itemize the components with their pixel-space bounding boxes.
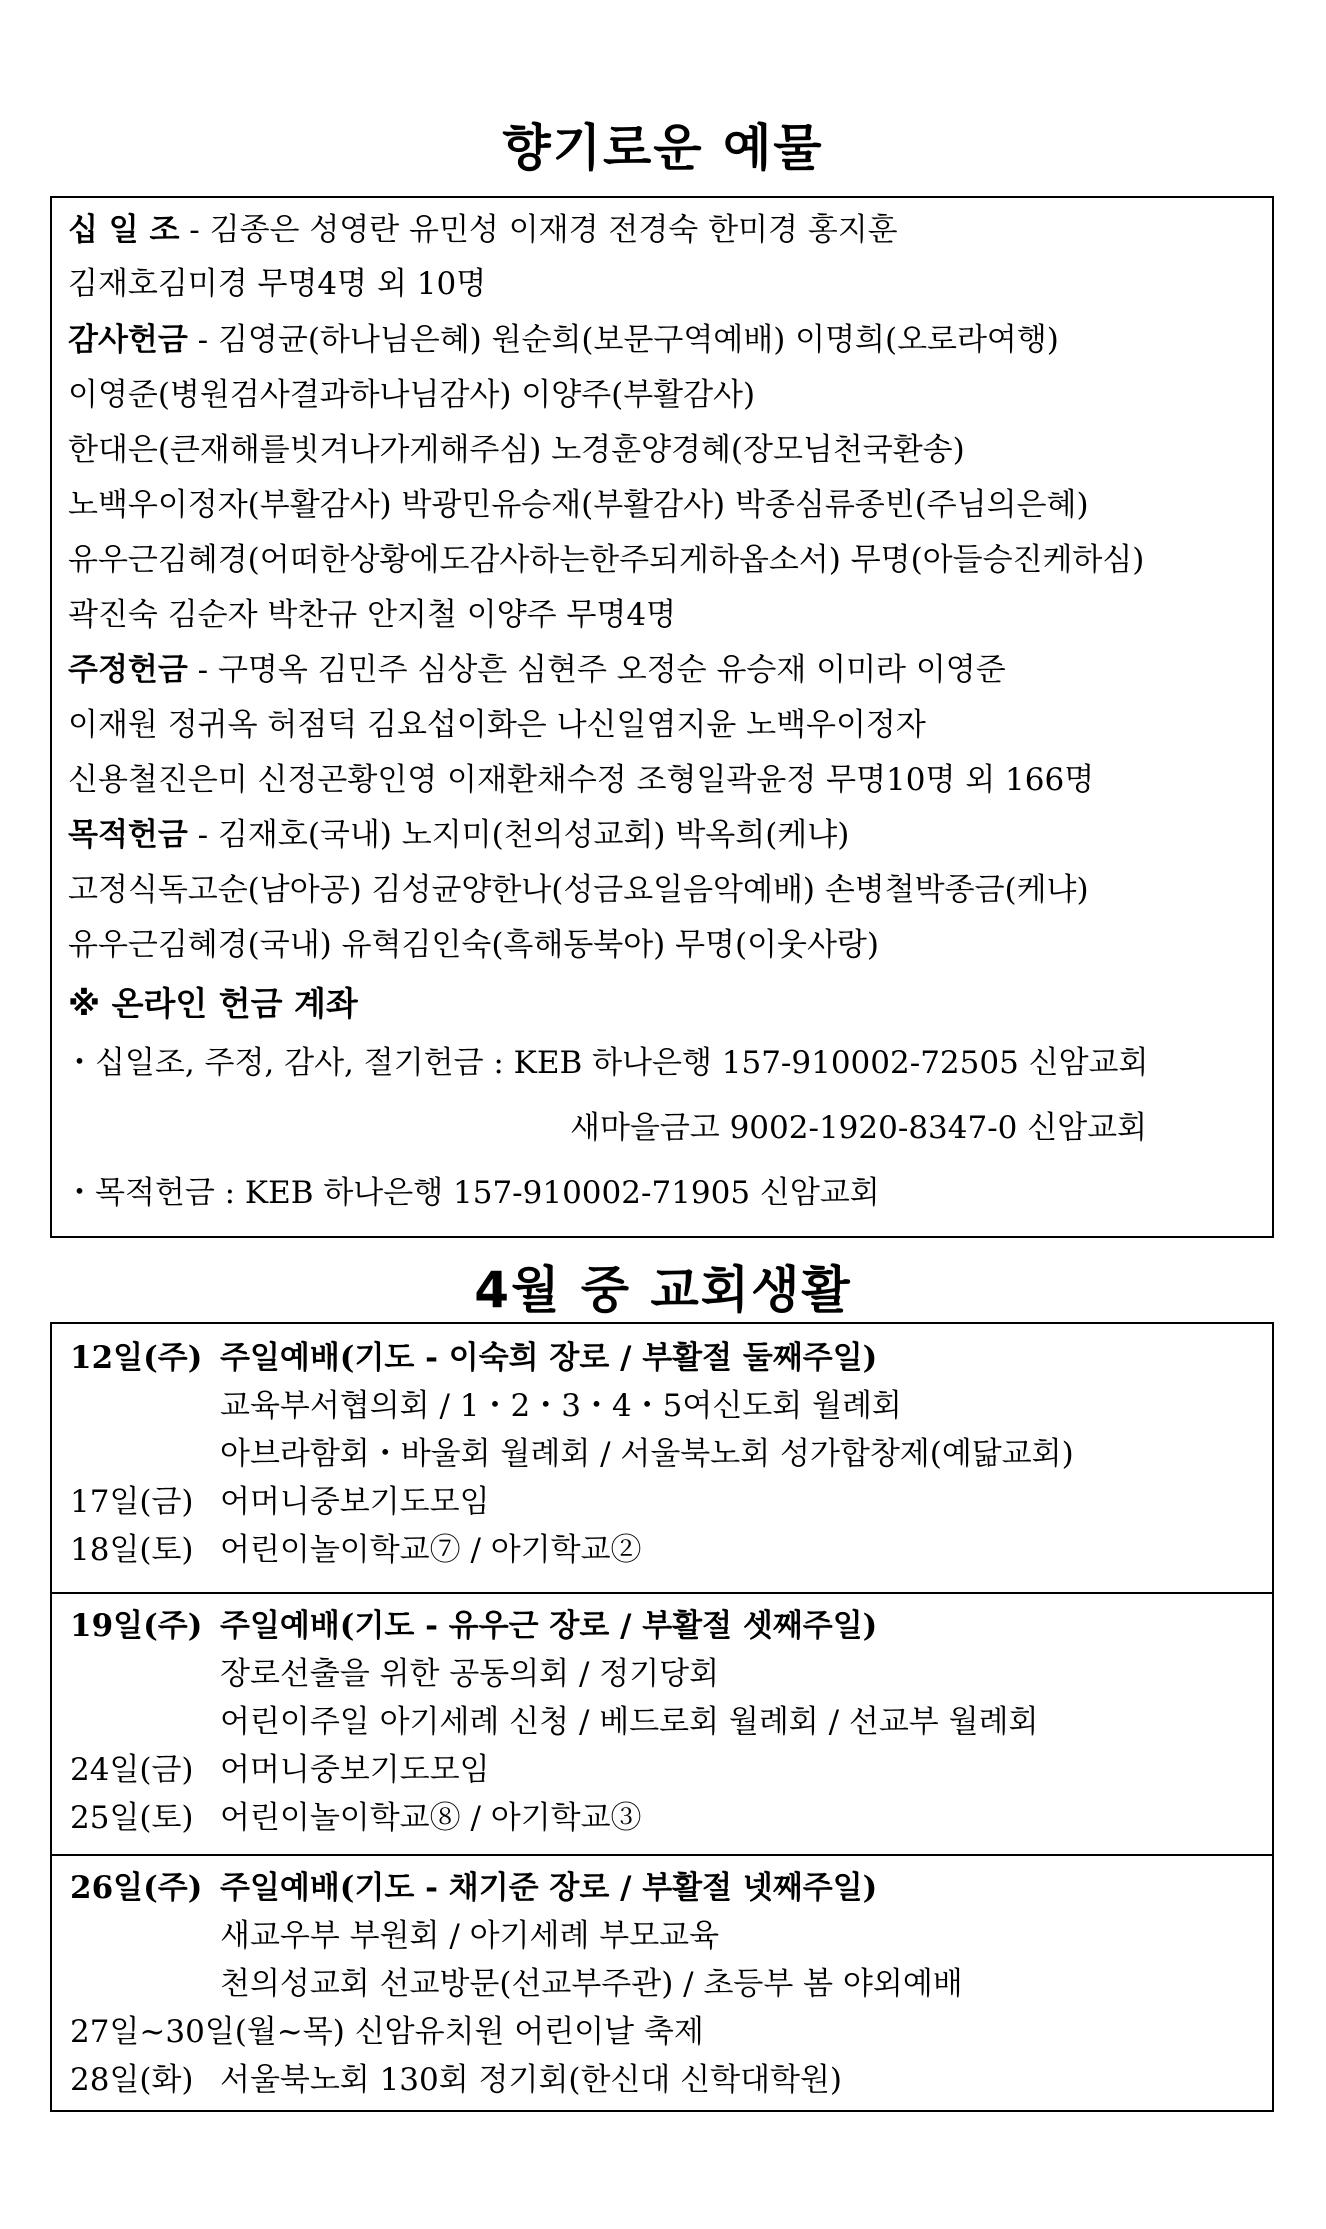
regular-line [68, 650, 1006, 690]
event-text: 천의성교회 선교방문(선교부주관) / 초등부 봄 야외예배 [220, 1966, 963, 2002]
event-text: 장로선출을 위한 공동의회 / 정기당회 [220, 1656, 720, 1692]
online-account-line-1: ・십일조, 주정, 감사, 절기헌금 : KEB 하나은행 157-910002-72505 신암교회 [64, 1045, 1149, 1081]
online-account-title: ※ 온라인 헌금 계좌 [68, 984, 358, 1023]
thanks-sep: - [187, 322, 218, 358]
event-text: 새교우부 부원회 / 아기세례 부모교육 [220, 1918, 720, 1954]
event-date: 12일(주) [70, 1340, 203, 1376]
purpose-names: 김재호(국내) 노지미(천의성교회) 박옥희(케냐) [217, 817, 850, 853]
calendar-week-3 [52, 1854, 1272, 2110]
tithe-label: 십 일 조 [68, 212, 180, 248]
event-text: 어머니중보기도모임 [220, 1484, 490, 1520]
online-account-line-3: ・목적헌금 : KEB 하나은행 157-910002-71905 신암교회 [64, 1175, 880, 1211]
event-date: 19일(주) [70, 1608, 203, 1644]
calendar-title: 4월 중 교회생활 [474, 1261, 852, 1319]
regular-names-2: 이재원 정귀옥 허점덕 김요섭이화은 나신일염지윤 노백우이정자 [68, 707, 926, 743]
event-text: 어머니중보기도모임 [220, 1752, 490, 1788]
online-account-line-2: 새마을금고 9002-1920-8347-0 신암교회 [570, 1110, 1148, 1146]
thanks-names-6: 곽진숙 김순자 박찬규 안지철 이양주 무명4명 [68, 597, 677, 633]
purpose-names-3: 유우근김혜경(국내) 유혁김인숙(흑해동북아) 무명(이웃사랑) [68, 927, 879, 963]
thanks-names-2: 이영준(병원검사결과하나님감사) 이양주(부활감사) [68, 377, 756, 413]
calendar-week-2 [52, 1592, 1272, 1854]
purpose-label: 목적헌금 [68, 817, 188, 853]
tithe-line [68, 210, 898, 250]
calendar-week-1 [52, 1324, 1272, 1592]
event-text: 주일예배(기도 - 유우근 장로 / 부활절 셋째주일) [220, 1608, 878, 1644]
thanks-names-5: 유우근김혜경(어떠한상황에도감사하는한주되게하옵소서) 무명(아들승진케하심) [68, 542, 1145, 578]
regular-names: 구명옥 김민주 심상흔 심현주 오정순 유승재 이미라 이영준 [217, 652, 1006, 688]
thanks-names: 김영균(하나님은혜) 원순희(보문구역예배) 이명희(오로라여행) [217, 322, 1059, 358]
event-text: 신암유치원 어린이날 축제 [354, 2014, 704, 2050]
offerings-box [50, 196, 1274, 1238]
tithe-names: 김종은 성영란 유민성 이재경 전경숙 한미경 홍지훈 [209, 212, 898, 248]
purpose-sep: - [187, 817, 218, 853]
thanks-names-4: 노백우이정자(부활감사) 박광민유승재(부활감사) 박종심류종빈(주님의은혜) [68, 487, 1089, 523]
event-date: 26일(주) [70, 1870, 203, 1906]
regular-label: 주정헌금 [68, 652, 188, 688]
event-text: 주일예배(기도 - 채기준 장로 / 부활절 넷째주일) [220, 1870, 878, 1906]
event-date: 17일(금) [70, 1484, 194, 1520]
event-date: 24일(금) [70, 1752, 194, 1788]
event-date: 28일(화) [70, 2062, 194, 2098]
event-date: 25일(토) [70, 1800, 194, 1836]
tithe-names-2: 김재호김미경 무명4명 외 10명 [68, 266, 487, 302]
event-text: 어린이놀이학교⑦ / 아기학교② [220, 1532, 642, 1568]
thanks-line [68, 320, 1059, 360]
tithe-sep: - [179, 212, 210, 248]
calendar-box [50, 1322, 1274, 2112]
event-text: 교육부서협의회 / 1・2・3・4・5여신도회 월례회 [220, 1388, 902, 1424]
thanks-names-3: 한대은(큰재해를빗겨나가게해주심) 노경훈양경혜(장모님천국환송) [68, 432, 965, 468]
offerings-title: 향기로운 예물 [502, 119, 824, 177]
event-date: 18일(토) [70, 1532, 194, 1568]
event-text: 아브라함회・바울회 월례회 / 서울북노회 성가합창제(예닮교회) [220, 1436, 1074, 1472]
thanks-label: 감사헌금 [68, 322, 188, 358]
event-text: 어린이놀이학교⑧ / 아기학교③ [220, 1800, 642, 1836]
event-text: 서울북노회 130회 정기회(한신대 신학대학원) [220, 2062, 843, 2098]
event-date: 27일~30일(월~목) [70, 2014, 345, 2050]
purpose-names-2: 고정식독고순(남아공) 김성균양한나(성금요일음악예배) 손병철박종금(케냐) [68, 872, 1089, 908]
purpose-line [68, 815, 849, 855]
regular-sep: - [187, 652, 218, 688]
event-line [70, 2012, 704, 2052]
event-text: 주일예배(기도 - 이숙희 장로 / 부활절 둘째주일) [220, 1340, 878, 1376]
regular-names-3: 신용철진은미 신정곤황인영 이재환채수정 조형일곽윤정 무명10명 외 166명 [68, 762, 1095, 798]
event-text: 어린이주일 아기세례 신청 / 베드로회 월례회 / 선교부 월례회 [220, 1704, 1039, 1740]
